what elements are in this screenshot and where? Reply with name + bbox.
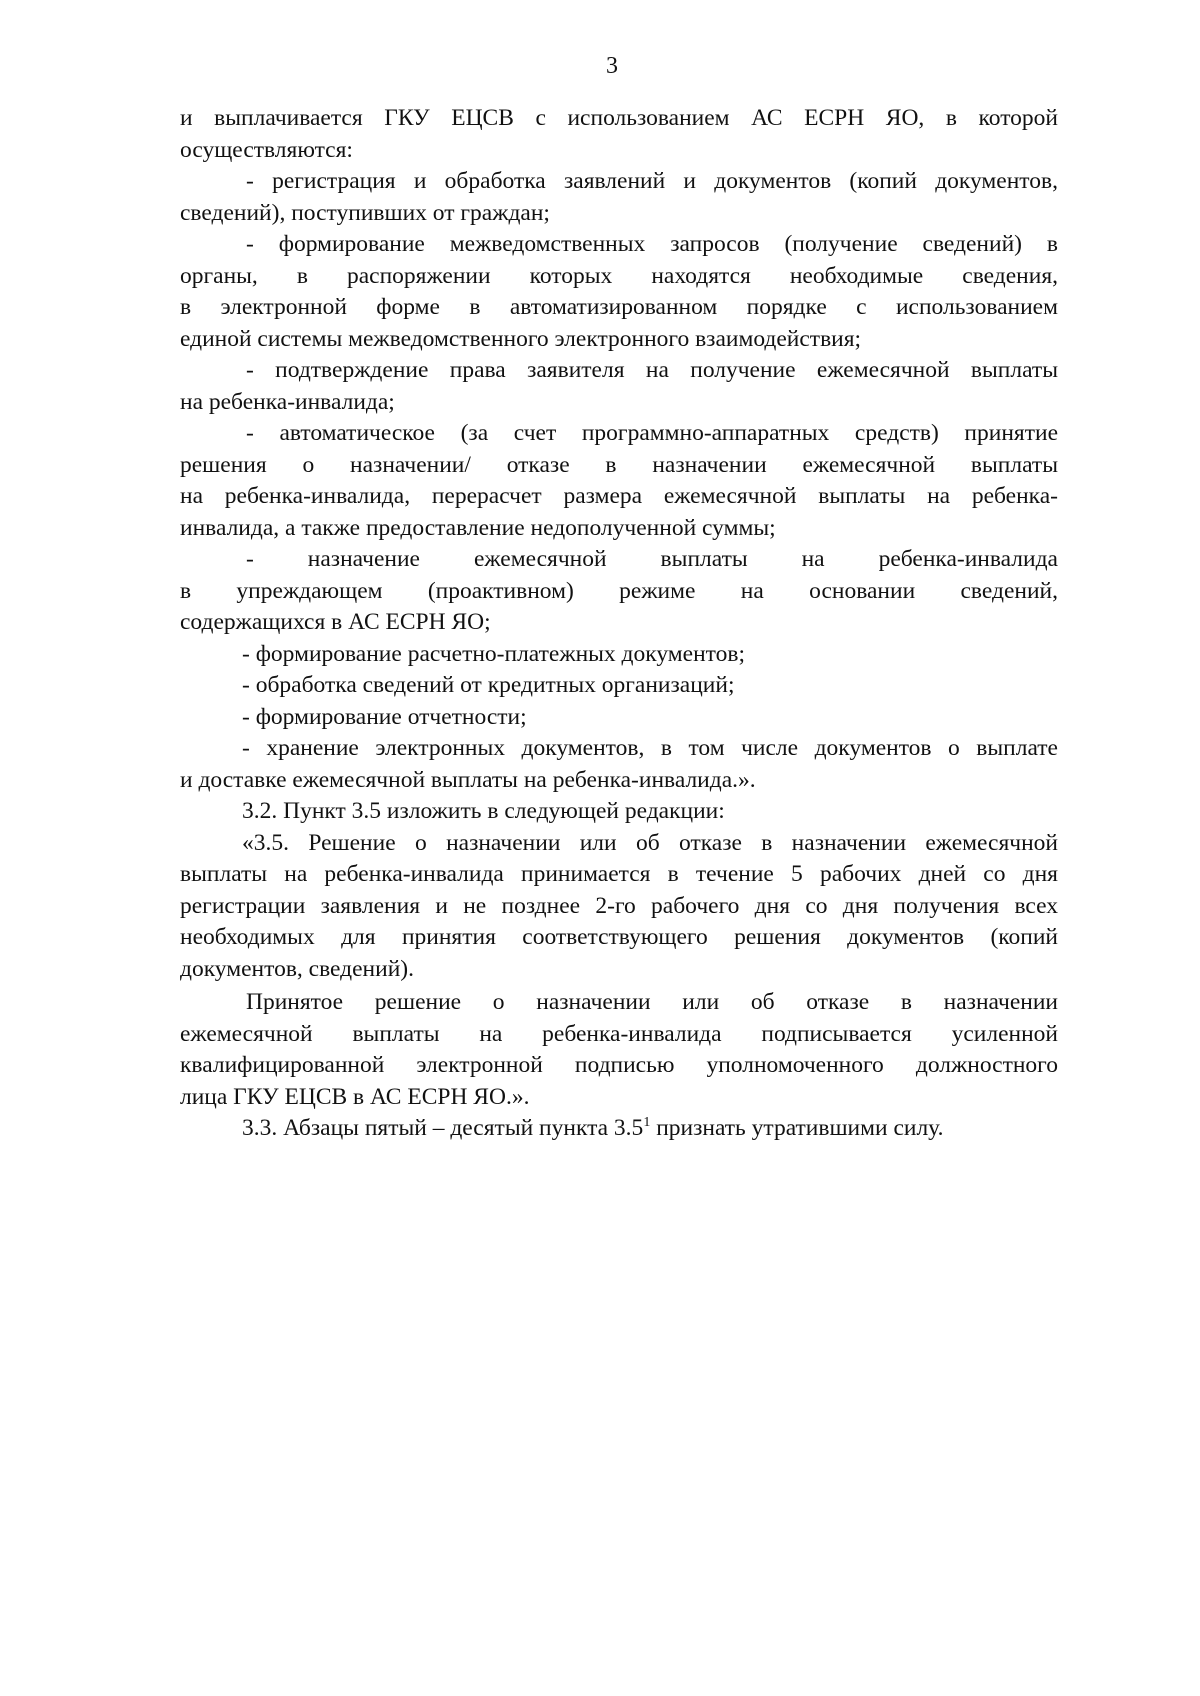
paragraph-line: необходимых для принятия соответствующего решения документов (копий (180, 924, 1058, 950)
list-item-line: - формирование расчетно-платежных документов; (242, 640, 746, 667)
list-item-line: - подтверждение права заявителя на получение ежемесячной выплаты (246, 357, 1058, 383)
paragraph-line: документов, сведений). (180, 955, 414, 982)
list-item-line: органы, в распоряжении которых находятся необходимые сведения, (180, 262, 1058, 289)
page-number: 3 (606, 53, 618, 79)
list-item-line: в упреждающем (проактивном) режиме на основании сведений, (180, 577, 1058, 604)
paragraph-line: 3.2. Пункт 3.5 изложить в следующей редакции: (242, 798, 725, 824)
text-line: и выплачивается ГКУ ЕЦСВ с использованием АС ЕСРН ЯО, в которой (180, 105, 1058, 131)
list-item-line: на ребенка-инвалида, перерасчет размера ежемесячной выплаты на ребенка- (180, 483, 1058, 509)
paragraph-line: квалифицированной электронной подписью уполномоченного должностного (180, 1052, 1058, 1078)
list-item-line: в электронной форме в автоматизированном порядке с использованием (180, 294, 1058, 320)
list-item-line: - обработка сведений от кредитных организаций; (242, 672, 735, 698)
paragraph-line: ежемесячной выплаты на ребенка-инвалида подписывается усиленной (180, 1020, 1058, 1047)
document-body (180, 103, 1058, 1145)
list-item-line: - формирование отчетности; (242, 703, 527, 730)
list-item-line: - автоматическое (за счет программно-аппаратных средств) принятие (246, 420, 1058, 446)
paragraph-line: Принятое решение о назначении или об отказе в назначении (246, 989, 1058, 1015)
paragraph-text: признать утратившими силу. (650, 1115, 944, 1141)
list-item-line: - хранение электронных документов, в том числе документов о выплате (242, 735, 1058, 761)
paragraph-text: 3.3. Абзацы пятый – десятый пункта 3.5 (242, 1115, 644, 1141)
list-item-line: - регистрация и обработка заявлений и документов (копий документов, (246, 168, 1058, 194)
list-item-line: решения о назначении/ отказе в назначении ежемесячной выплаты (180, 451, 1058, 478)
paragraph-line: выплаты на ребенка-инвалида принимается в течение 5 рабочих дней со дня (180, 861, 1058, 887)
list-item-line: единой системы межведомственного электронного взаимодействия; (180, 325, 862, 352)
text-line: осуществляются: (180, 136, 353, 163)
list-item-line: сведений), поступивших от граждан; (180, 199, 550, 226)
list-item-line: на ребенка-инвалида; (180, 388, 395, 415)
list-item-line: и доставке ежемесячной выплаты на ребенка-инвалида.». (180, 766, 756, 793)
list-item-line: инвалида, а также предоставление недополученной суммы; (180, 514, 776, 541)
paragraph-line: «3.5. Решение о назначении или об отказе в назначении ежемесячной (242, 829, 1058, 856)
list-item-line: - назначение ежемесячной выплаты на ребенка-инвалида (246, 546, 1058, 572)
list-item-line: - формирование межведомственных запросов (получение сведений) в (246, 231, 1058, 257)
paragraph-line: лица ГКУ ЕЦСВ в АС ЕСРН ЯО.». (180, 1083, 530, 1110)
paragraph-line: регистрации заявления и не позднее 2-го рабочего дня со дня получения всех (180, 892, 1058, 919)
paragraph-line (180, 1113, 1058, 1145)
superscript-mark: 1 (643, 1115, 651, 1130)
list-item-line: содержащихся в АС ЕСРН ЯО; (180, 609, 491, 635)
